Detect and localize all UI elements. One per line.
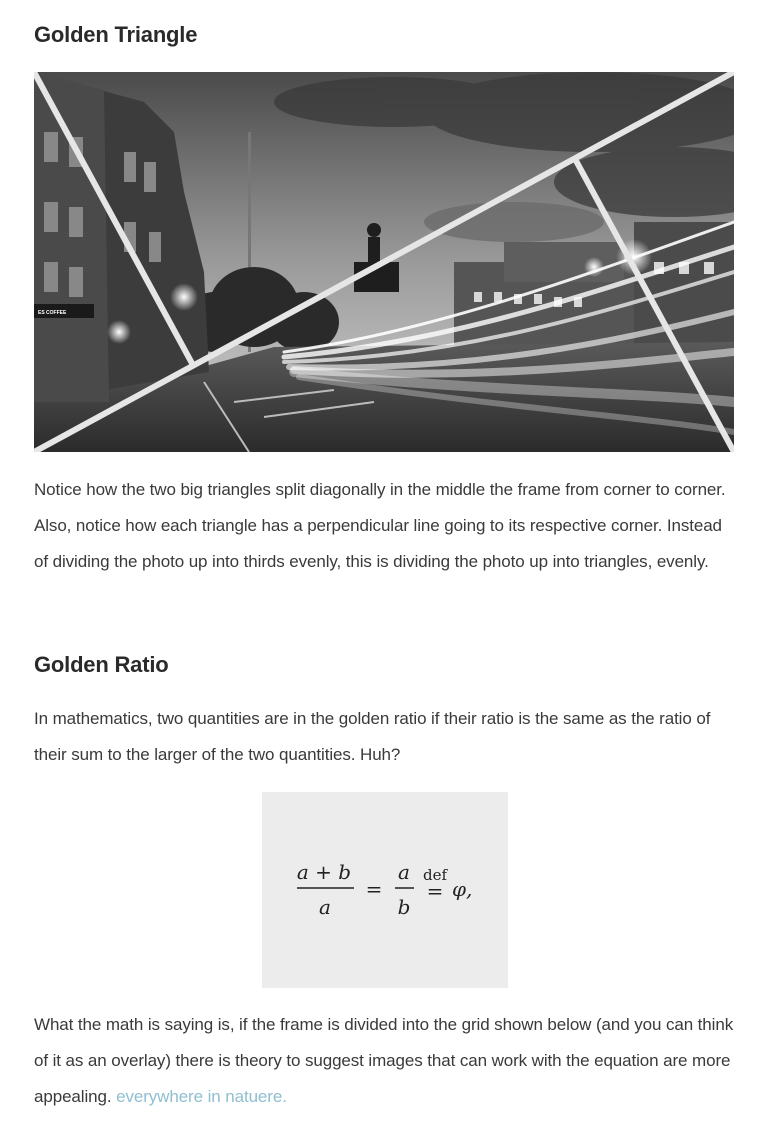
golden-triangle-photo — [34, 72, 734, 452]
golden-ratio-formula — [262, 792, 508, 988]
formula-numerator-right: a — [398, 860, 410, 884]
everywhere-in-nature-link[interactable]: everywhere in natuere. — [116, 1087, 287, 1106]
formula-denominator-left: a — [319, 895, 331, 919]
golden-ratio-heading: Golden Ratio — [34, 652, 169, 677]
golden-ratio-paragraph: In mathematics, two quantities are in the golden ratio if their ratio is the same as the ratio of their sum to the larger of the two quantities. Huh? — [34, 709, 711, 764]
math-explanation-text: What the math is saying is, if the frame is divided into the grid shown below (and you can think of it as an overlay) there is theory to suggest images that can work with the equation are more appealing. — [34, 1015, 734, 1106]
golden-triangle-paragraph: Notice how the two big triangles split diagonally in the middle the frame from corner to corner. Also, notice how each triangle has a perpendicular line going to its respective corner. Instead of dividing the photo up into thirds evenly, this is dividing the photo up into triangles, evenly. — [34, 480, 726, 571]
math-explanation-paragraph — [34, 1007, 738, 1115]
formula-phi: φ, — [452, 877, 473, 901]
formula-def-equals: = — [426, 879, 444, 903]
formula-equals: = — [365, 877, 383, 901]
formula-numerator-left: a + b — [296, 860, 352, 884]
golden-triangle-heading: Golden Triangle — [34, 22, 198, 47]
formula-def-label: def — [422, 866, 448, 884]
shop-sign: ES COFFEE — [38, 310, 67, 316]
formula-denominator-right: b — [397, 895, 411, 919]
